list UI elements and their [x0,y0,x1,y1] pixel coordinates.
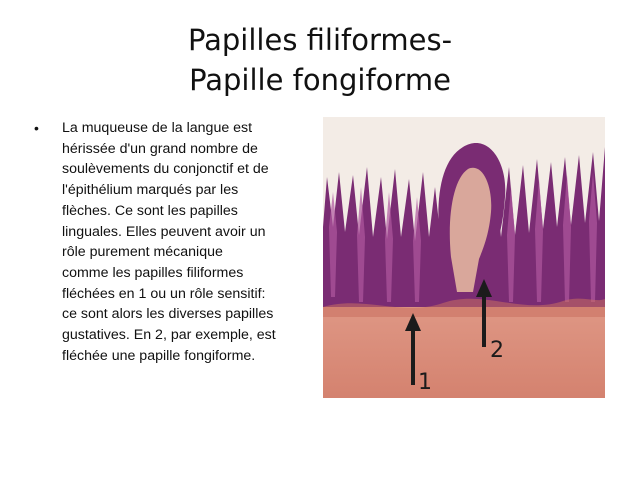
tongue-section-illustration [323,117,605,398]
arrow-1-label: 1 [418,370,432,395]
bullet-text: La muqueuse de la langue est hérissée d'un grand nombre de soulèvements du conjonctif et de l'épithélium marqués par les flèches. Ce sont les papilles linguales. Elles peuvent avoir un rôle purement mécanique comme les papilles filiformes fléchées en 1 ou un rôle sensitif: ce sont alors les diverses papilles gustatives. En 2, par exemple, est fléchée une papille fongiforme. [62,120,276,364]
arrow-2-label: 2 [490,338,504,363]
title-line-1: Papilles filiformes- [187,23,453,57]
bullet-list [34,118,310,366]
title-line-2: Papille fongiforme [189,63,451,97]
bullet-icon: • [34,120,39,136]
histology-image [323,117,605,398]
bullet-item [34,118,310,366]
slide-title [150,20,490,100]
